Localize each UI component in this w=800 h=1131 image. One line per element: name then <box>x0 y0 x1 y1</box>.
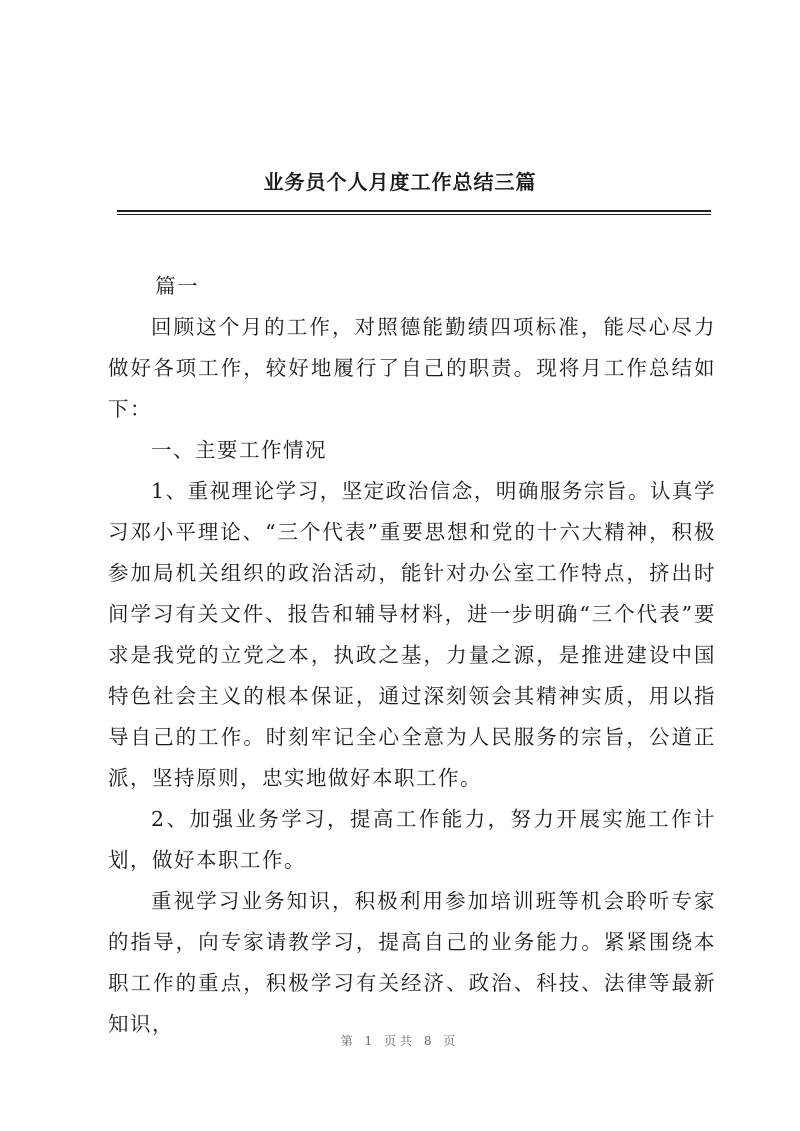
paragraph-item-1: 1、重视理论学习，坚定政治信念，明确服务宗旨。认真学习邓小平理论、“三个代表”重要思想和党的十六大精神，积极参加局机关组织的政治活动，能针对办公室工作特点，挤出时间学习有关文件、报告和辅导材料，进一步明确“三个代表”要求是我党的立党之本，执政之基，力量之源，是推进建设中国特色社会主义的根本保证，通过深刻领会其精神实质，用以指导自己的工作。时刻牢记全心全意为人民服务的宗旨，公道正派，坚持原则，忠实地做好本职工作。 <box>108 479 716 790</box>
page-title: 业务员个人月度工作总结三篇 <box>263 170 537 194</box>
page-number: 第 1 页共 8 页 <box>340 1034 460 1048</box>
subsection-heading: 一、主要工作情况 <box>151 438 328 462</box>
paragraph-item-2: 2、加强业务学习，提高工作能力，努力开展实施工作计划，做好本职工作。 <box>108 807 716 872</box>
section-heading: 篇一 <box>155 274 200 298</box>
paragraph-body: 重视学习业务知识，积极利用参加培训班等机会聆听专家的指导，向专家请教学习，提高自己的业务能力。紧紧围绕本职工作的重点，积极学习有关经济、政治、科技、法律等最新知识， <box>108 889 716 1036</box>
paragraph-intro: 回顾这个月的工作，对照德能勤绩四项标准，能尽心尽力做好各项工作，较好地履行了自己的职责。现将月工作总结如下： <box>108 315 716 421</box>
title-divider-thin <box>117 214 711 215</box>
document-body <box>108 266 716 1045</box>
title-divider <box>117 210 711 212</box>
